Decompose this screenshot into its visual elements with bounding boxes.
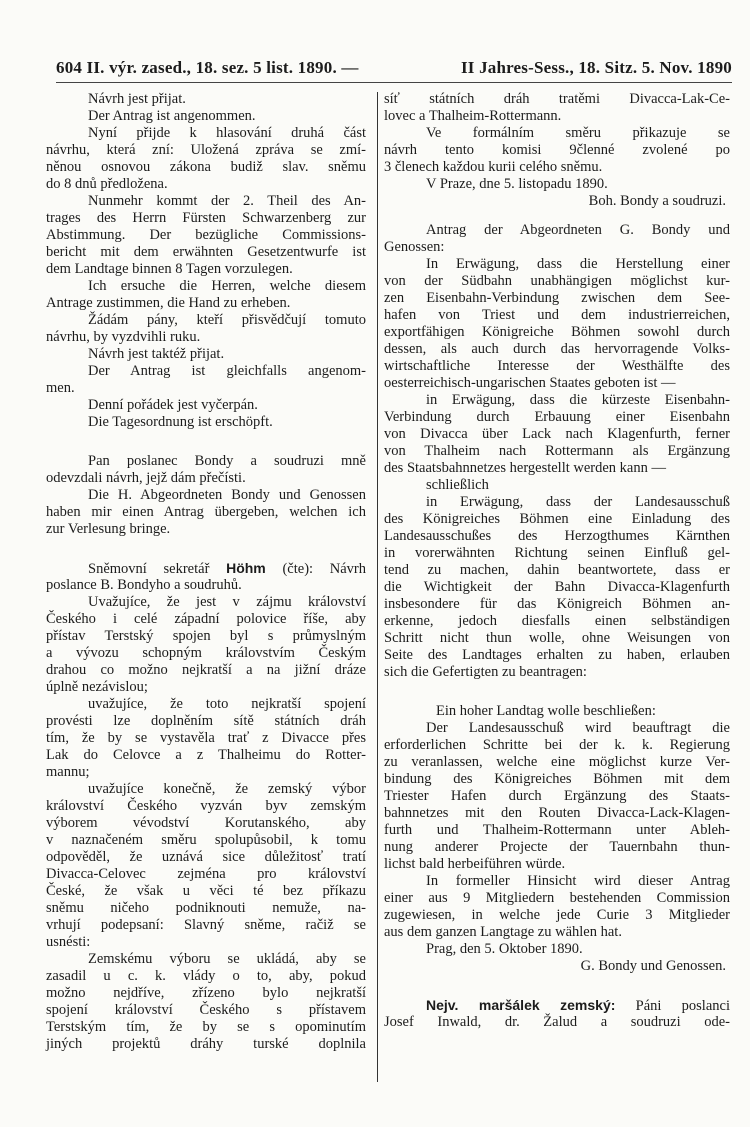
paragraph (46, 125, 366, 193)
paragraph (46, 312, 366, 346)
paragraph (384, 477, 730, 494)
text-line: v naznačeném směru spolupůsobil, k tomu (46, 832, 366, 848)
text-line: odpověděl, že uznává sice důležitosť tratí (46, 849, 366, 865)
text-line: schließlich (426, 477, 489, 493)
text-line: lovec a Thalheim-Rottermann. (384, 108, 562, 124)
paragraph (46, 346, 366, 363)
text-line: Nyní přijde k hlasování druhá část (88, 125, 366, 141)
paragraph (384, 176, 730, 193)
text-line: Triester Hafen durch Ergänzung des Staats- (384, 788, 730, 804)
text-line: Českého i celé západní polovice říše, aby (46, 611, 366, 627)
text-line: G. Bondy und Genossen. (580, 958, 726, 974)
text-line: Lak do Celovce a z Thalheimu do Rotter- (46, 747, 366, 763)
text-line: přístav Terstský spojen byl s průmyslným (46, 628, 366, 644)
paragraph (46, 487, 366, 538)
text-line: men. (46, 380, 75, 396)
paragraph (384, 392, 730, 477)
header-czech: 604 II. výr. zased., 18. sez. 5 list. 1890. — (56, 58, 359, 77)
text-line: Uvažujíce, že jest v zájmu království (88, 594, 366, 610)
text-line: Pan poslanec Bondy a soudruzi mně (88, 453, 366, 469)
text-line: návrhu, která zní: Uložená zpráva se zmí- (46, 142, 366, 158)
speaker-name: Höhm (226, 560, 266, 576)
paragraph (46, 781, 366, 951)
text-line: Zemskému výboru se ukládá, aby se (88, 951, 366, 967)
text-line: mannu; (46, 764, 90, 780)
paragraph (384, 873, 730, 941)
text-line: Antrag der Abgeordneten G. Bondy und (426, 222, 730, 238)
text-line: Návrh jest přijat. (88, 91, 186, 107)
text-line: oesterreichisch-ungarischen Staates geboten ist — (384, 375, 676, 391)
text-line: zugewiesen, in welche jede Curie 3 Mitglieder (384, 907, 730, 923)
text-line: nung anderer Projecte der Tauernbahn thun- (384, 839, 730, 855)
text-line: dem Landtage binnen 8 Tagen vorzulegen. (46, 261, 293, 277)
paragraph (46, 414, 366, 431)
text-line: furth und Thalheim-Rottermann unter Ableh- (384, 822, 730, 838)
paragraph (46, 453, 366, 487)
text-line: Prag, den 5. Oktober 1890. (426, 941, 583, 957)
text-line: Seite des Landtages erhalten zu haben, erlauben (384, 647, 730, 663)
text-line: Die H. Abgeordneten Bondy und Genossen (88, 487, 366, 503)
text-line: Ein hoher Landtag wolle beschließen: (436, 703, 656, 719)
text-line: drahou co možno nejkratší a na jižní dráze (46, 662, 366, 678)
text-line: jiných projektů dráhy turské doplnila (46, 1036, 366, 1052)
text-line: Divacca-Celovec zejména pro království (46, 866, 366, 882)
text-line: erforderlichen Schritte bei der k. k. Regierung (384, 737, 730, 753)
column-divider (377, 92, 378, 1082)
paragraph (46, 108, 366, 125)
text-line: bahnnetzes mit den Routen Divacca-Lack-Klagen- (384, 805, 730, 821)
text-line (384, 997, 730, 1014)
text-line: síť státních dráh tratěmi Divacca-Lak-Ce- (384, 91, 730, 107)
text-line: Návrh jest taktéž přijat. (88, 346, 225, 362)
text-line: die Wichtigkeit der Bahn Divacca-Klagenfurth (384, 579, 730, 595)
text-line: zur Verlesung bringe. (46, 521, 171, 537)
paragraph (384, 222, 730, 256)
text-line: in Erwägung, dass die kürzeste Eisenbahn- (426, 392, 730, 408)
text-line: Der Antrag ist gleichfalls angenom- (88, 363, 366, 379)
left-column (46, 91, 366, 1053)
text-line: sich die Gefertigten zu beantragen: (384, 664, 587, 680)
text-line: Žádám pány, kteří přisvědčují tomuto (88, 312, 366, 328)
paragraph (46, 594, 366, 696)
text-line: von Divacca über Lack nach Klagenfurth, ferner (384, 426, 730, 442)
text-line: Abstimmung. Der bezügliche Commissions- (46, 227, 366, 243)
speaker-name: Nejv. maršálek zemský: (426, 997, 616, 1013)
text-line: tend zu machen, dahin beantwortete, dass er (384, 562, 730, 578)
text-line: úplně nezávislou; (46, 679, 148, 695)
text-line: erkenne, jedoch diesfalls einen selbständigen (384, 613, 730, 629)
text-line: uvažujíce, že toto nejkratší spojení (88, 696, 366, 712)
text-line: odevzdali návrh, jejž dám přečísti. (46, 470, 246, 486)
text-line: dessen, als auch durch das hervorragende Volks- (384, 341, 730, 357)
text-line: Josef Inwald, dr. Žalud a soudruzi ode- (384, 1014, 730, 1030)
paragraph (46, 696, 366, 781)
paragraph (46, 951, 366, 1053)
paragraph (46, 278, 366, 312)
right-column (384, 91, 730, 1031)
paragraph (46, 91, 366, 108)
text-line: bericht mit dem erwähnten Gesetzentwurfe ist (46, 244, 366, 260)
text-line: bindung des Königreiches Böhmen mit dem (384, 771, 730, 787)
text-segment: Sněmovní sekretář (88, 561, 227, 577)
text-line: výborem vévodství Korutanského, aby (46, 815, 366, 831)
text-line: zasadil u c. k. vlády o to, aby, pokud (46, 968, 366, 984)
text-line: Landesausschußes des Herzogthumes Kärnthen (384, 528, 730, 544)
text-line: Antrage zustimmen, die Hand zu erheben. (46, 295, 291, 311)
paragraph (46, 193, 366, 278)
text-line: uvažujíce konečně, že zemský výbor (88, 781, 366, 797)
text-line: exportfähigen Königreiche Böhmen sowohl durch (384, 324, 730, 340)
text-line: wirtschaftliche Interesse der Westhälfte des (384, 358, 730, 374)
text-line: Boh. Bondy a soudruzi. (588, 193, 726, 209)
text-line: Schritt nicht thun wolle, ohne Weisungen von (384, 630, 730, 646)
text-line: Ve formálním směru přikazuje se (426, 125, 730, 141)
text-line: tím, že by se vystavěla trať z Divacce přes (46, 730, 366, 746)
text-line: Der Landesausschuß wird beauftragt die (426, 720, 730, 736)
text-line: Denní pořádek jest vyčerpán. (88, 397, 258, 413)
text-line: in vorerwähnten Richtung seinen Einfluß gel- (384, 545, 730, 561)
text-line: do 8 dnů předložena. (46, 176, 168, 192)
paragraph (384, 703, 730, 720)
text-line: usnésti: (46, 934, 91, 950)
text-line: insbesondere für das Königreich Böhmen an- (384, 596, 730, 612)
text-line: Verbindung durch Erbauung einer Eisenbahn (384, 409, 730, 425)
text-line: V Praze, dne 5. listopadu 1890. (426, 176, 608, 192)
paragraph (384, 997, 730, 1031)
text-line: Genossen: (384, 239, 445, 255)
text-segment: Páni poslanci (615, 998, 730, 1014)
text-line: Der Antrag ist angenommen. (88, 108, 256, 124)
paragraph (384, 494, 730, 681)
text-line: poslance B. Bondyho a soudruhů. (46, 577, 242, 593)
text-line: von Thalheim nach Rottermann als Ergänzung (384, 443, 730, 459)
text-line: des Königreiches Böhmen eine Einladung des (384, 511, 730, 527)
paragraph (384, 91, 730, 125)
paragraph (384, 720, 730, 873)
paragraph (384, 256, 730, 392)
header-german: II Jahres-Sess., 18. Sitz. 5. Nov. 1890 (460, 58, 732, 77)
text-line: vrhují podepsaní: Slavný sněme, račiž se (46, 917, 366, 933)
text-line: návrh tento komisi 9členné zvolené po (384, 142, 730, 158)
text-line: zen Eisenbahn-Verbindung zwischen dem See- (384, 290, 730, 306)
text-line: In Erwägung, dass die Herstellung einer (426, 256, 730, 272)
text-line: lichst bald herbeiführen würde. (384, 856, 566, 872)
text-line: návrhu, by vyzdvihli ruku. (46, 329, 201, 345)
text-line: České, že však u věci té bez příkazu (46, 883, 366, 899)
text-line: des Staatsbahnnetzes hergestellt werden kann — (384, 460, 666, 476)
paragraph (46, 363, 366, 397)
text-line: Terstským tím, že by se s opominutím (46, 1019, 366, 1035)
text-line: a vývozu schopným královstvím Českým (46, 645, 366, 661)
text-line: možno nejdříve, zřízeno bylo nejkratší (46, 985, 366, 1001)
paragraph (46, 560, 366, 594)
text-line: in Erwägung, dass der Landesausschuß (426, 494, 730, 510)
text-line: haben mir einen Antrag übergeben, welchen ich (46, 504, 366, 520)
paragraph (384, 941, 730, 958)
paragraph (384, 958, 730, 975)
text-line: von der Südbahn unabhängigen möglichst kur- (384, 273, 730, 289)
paragraph (46, 397, 366, 414)
text-line: Die Tagesordnung ist erschöpft. (88, 414, 273, 430)
text-segment: (čte): Návrh (265, 561, 366, 577)
text-line: einer aus 9 Mitgliedern bestehenden Commission (384, 890, 730, 906)
text-line: spojení království Českého s přístavem (46, 1002, 366, 1018)
text-line: In formeller Hinsicht wird dieser Antrag (426, 873, 730, 889)
text-line: aus dem ganzen Langtage zu wählen hat. (384, 924, 622, 940)
text-line: něnou osnovou zákona budiž slav. sněmu (46, 159, 366, 175)
text-line: trages des Herrn Fürsten Schwarzenberg zur (46, 210, 366, 226)
text-line: hafen von Triest und dem industrierreichen, (384, 307, 730, 323)
text-line: zu veranlassen, welche eine möglichst kurze Ver- (384, 754, 730, 770)
page-header (56, 58, 732, 83)
paragraph (384, 193, 730, 210)
text-line: Nunmehr kommt der 2. Theil des An- (88, 193, 366, 209)
paragraph (384, 125, 730, 176)
text-line: provésti lze doplněním sítě státních dráh (46, 713, 366, 729)
text-line: Ich ersuche die Herren, welche diesem (88, 278, 366, 294)
text-line: sněmu ničeho podniknouti nemuže, na- (46, 900, 366, 916)
text-line: království Českého vyzván byv zemským (46, 798, 366, 814)
text-line (46, 560, 366, 577)
text-line: 3 členech každou kurii celého sněmu. (384, 159, 603, 175)
